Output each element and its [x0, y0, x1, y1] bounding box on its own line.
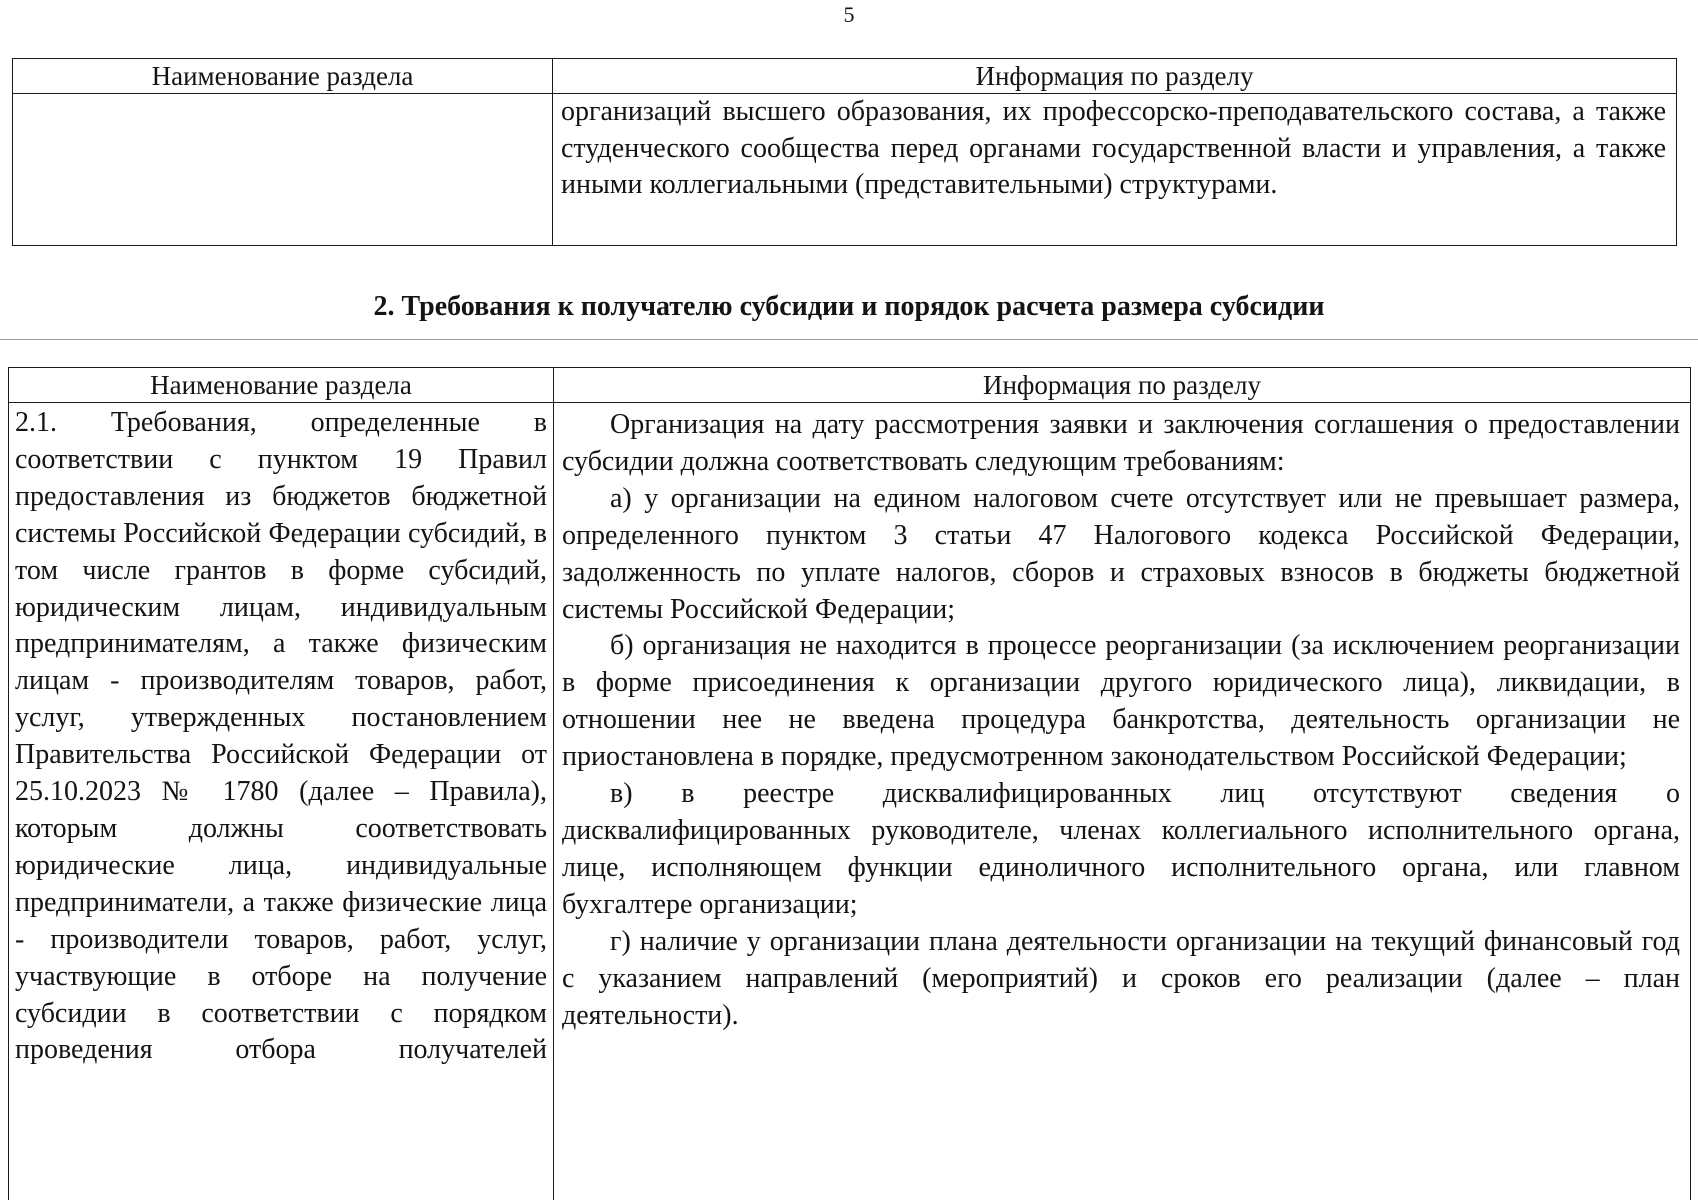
table-top-header-left: Наименование раздела — [13, 59, 553, 93]
section-title: 2. Требования к получателю субсидии и порядок расчета размера субсидии — [373, 291, 1325, 322]
table-main — [8, 367, 1691, 1200]
table-top-header — [13, 59, 1676, 94]
requirement-item-g: г) наличие у организации плана деятельности организации на текущий финансовый год с указанием направлений (мероприятий) и сроков его реализации (далее – план деятельности). — [562, 925, 1680, 1031]
page-divider — [0, 339, 1698, 340]
requirements-intro: Организация на дату рассмотрения заявки и заключения соглашения о предоставлении субсидии должна соответствовать следующим требованиям: — [562, 409, 1680, 477]
table-main-header-right: Информация по разделу — [982, 370, 1262, 400]
table-main-header-left: Наименование раздела — [9, 368, 554, 402]
requirement-item-b: б) организация не находится в процессе реорганизации (за исключением реорганизации в форме присоединения к организации другого юридического лица), ликвидации, в отношении нее не введена процедура банкротства, деятельность организации не приостановлена в порядке, предусмотренном законодательством Российской Федерации; — [562, 630, 1680, 773]
requirement-section-info — [554, 403, 1690, 1200]
requirement-section-name: 2.1. Требования, определенные в соответствии с пунктом 19 Правил предоставления из бюджетов бюджетной системы Российской Федерации субсидий, в том числе грантов в форме субсидий, юридическим лицам, индивидуальным предпринимателям, а также физическим лицам - производителям товаров, работ, услуг, утвержденных постановлением Правительства Российской Федерации от 25.10.2023 № 1780 (далее – Правила), которым должны соответствовать юридические лица, индивидуальные предприниматели, а также физические лица - производители товаров, работ, услуг, участвующие в отборе на получение субсидии в соответствии с порядком проведения отбора получателей — [9, 403, 554, 1200]
table-top-row-left — [13, 94, 553, 245]
table-top — [12, 58, 1677, 246]
table-row — [9, 403, 1690, 1200]
page-number: 5 — [843, 2, 855, 27]
requirement-item-a: а) у организации на едином налоговом счете отсутствует или не превышает размера, определенного пунктом 3 статьи 47 Налогового кодекса Российской Федерации, задолженность по уплате налогов, сборов и страховых взносов в бюджеты бюджетной системы Российской Федерации; — [562, 482, 1680, 625]
table-top-row-right: организаций высшего образования, их профессорско-преподавательского состава, а также студенческого сообщества перед органами государственной власти и управления, а также иными коллегиальными (представительными) структурами. — [561, 96, 1666, 200]
table-row — [13, 94, 1676, 245]
table-main-header — [9, 368, 1690, 403]
table-top-header-right: Информация по разделу — [975, 61, 1254, 91]
requirement-item-v: в) в реестре дисквалифицированных лиц отсутствуют сведения о дисквалифицированных руководителе, членах коллегиального исполнительного органа, лице, исполняющем функции единоличного исполнительного органа, или главном бухгалтере организации; — [562, 778, 1680, 920]
